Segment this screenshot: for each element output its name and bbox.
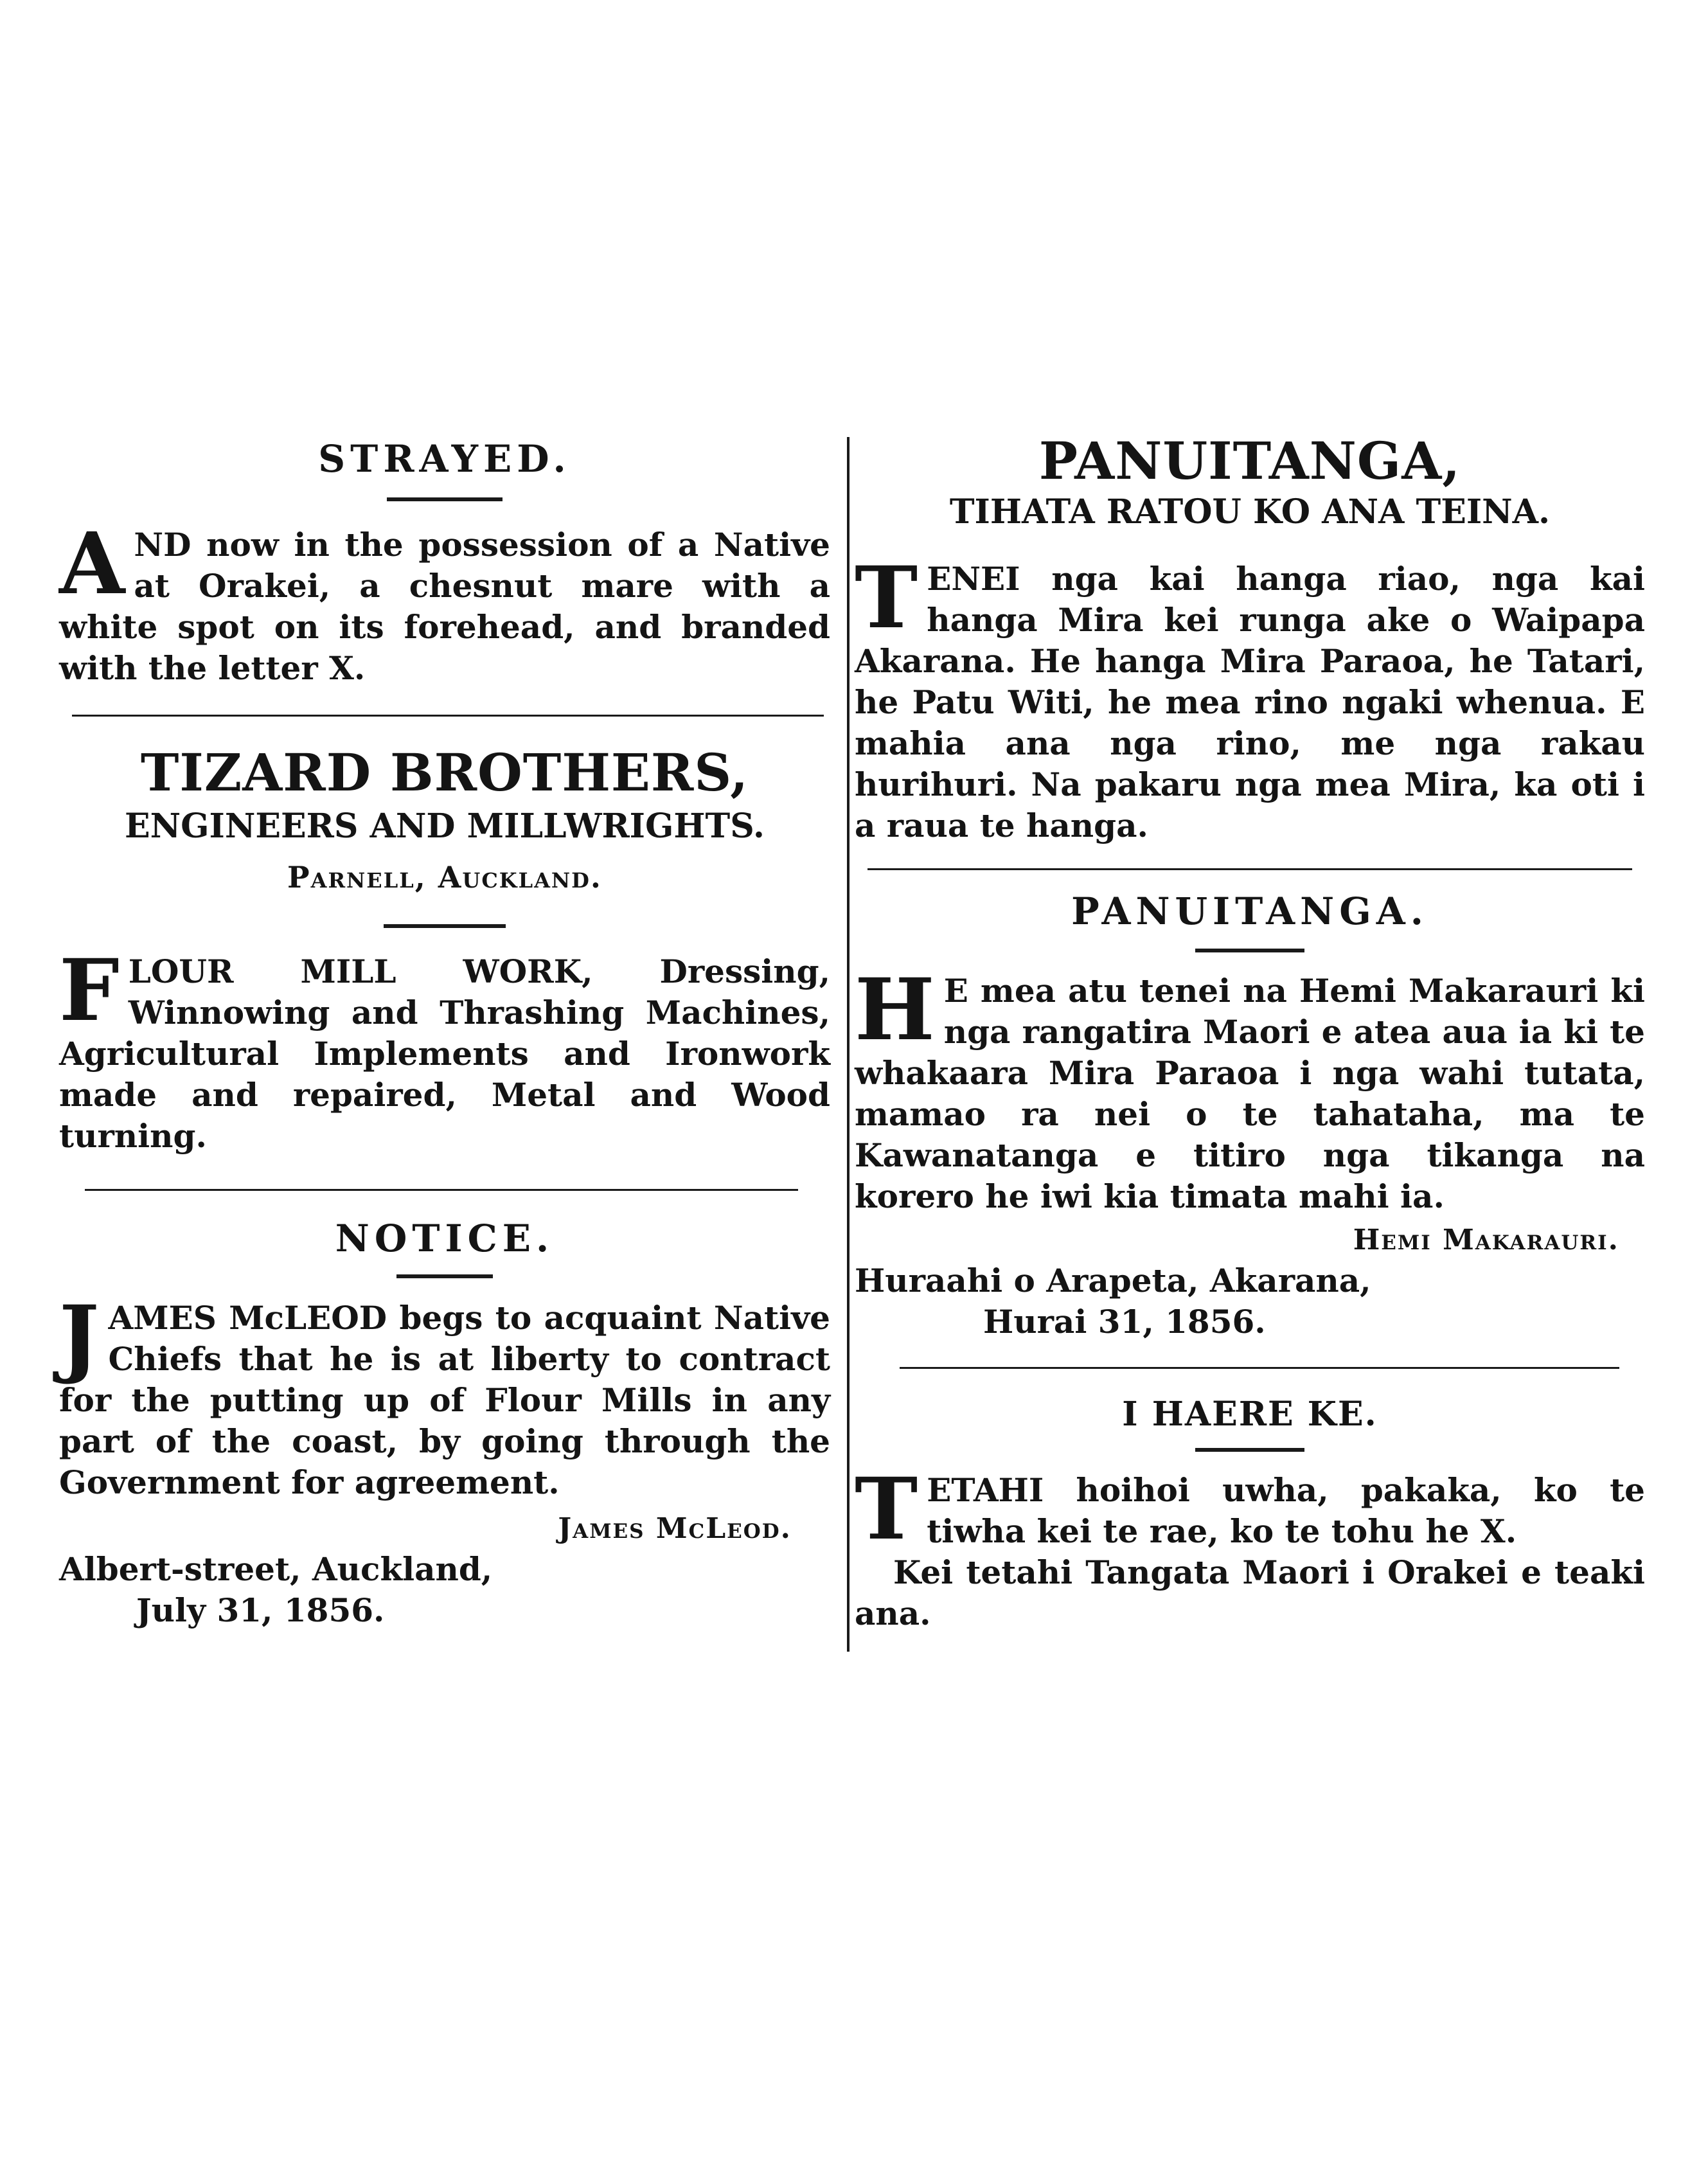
short-rule <box>384 924 506 928</box>
notice-signature: James McLeod. <box>558 1512 792 1545</box>
body-text: nga kai hanga riao, nga kai hanga Mira kei runga ake o Waipapa Akarana. He hanga Mira Paraoa, he Tatari, he Patu Witi, he mea rino ngaki whenua. E mahia ana nga rino, me nga rakau hurihuri. Na pakaru nga mea Mira, ka oti i a raua te hanga. <box>855 560 1645 844</box>
short-rule <box>396 1274 493 1278</box>
body-text: now in the possession of a Native at Orakei, a chesnut mare with a white spot on its forehead, and branded with the letter X. <box>59 526 830 687</box>
panuitanga2-heading: PANUITANGA. <box>1071 889 1428 933</box>
panuitanga2-date: Hurai 31, 1856. <box>983 1303 1266 1341</box>
panuitanga-subheading: TIHATA RATOU KO ANA TEINA. <box>949 492 1551 531</box>
notice-address: Albert-street, Auckland, <box>59 1550 493 1588</box>
panuitanga-makarauri <box>855 889 1645 1369</box>
dropcap: T <box>855 1459 918 1559</box>
right-column <box>855 424 1645 1634</box>
tizard-heading: TIZARD BROTHERS, <box>140 742 749 803</box>
panuitanga-tihata <box>855 431 1645 870</box>
tizard-advert <box>59 742 830 1191</box>
body-text: begs to acquaint Native Chiefs that he is at liberty to contract for the putting up of Flour Mills in any part of the coast, by going through the Government for agreement. <box>59 1299 830 1501</box>
notice-date: July 31, 1856. <box>136 1591 385 1629</box>
body-text: Dressing, Winnowing and Thrashing Machines, Agricultural Implements and Ironwork made and repaired, Metal and Wood turning. <box>59 952 830 1155</box>
lead-word: AMES McLEOD <box>108 1299 387 1337</box>
panuitanga2-body <box>855 960 1645 1217</box>
ihaere-heading: I HAERE KE. <box>1122 1395 1378 1434</box>
dropcap: H <box>855 960 935 1060</box>
lead-word: ENEI <box>927 560 1020 598</box>
lead-word: ETAHI <box>927 1471 1044 1509</box>
tizard-subheading: ENGINEERS AND MILLWRIGHTS. <box>124 807 765 846</box>
short-rule <box>1195 1448 1304 1452</box>
lead-word: ND <box>134 526 191 564</box>
dropcap: A <box>59 514 125 614</box>
panuitanga2-address: Huraahi o Arapeta, Akarana, <box>855 1262 1371 1299</box>
long-rule <box>85 1189 798 1191</box>
notice-heading: NOTICE. <box>335 1217 555 1260</box>
ihaere-body-2: Kei tetahi Tangata Maori i Orakei e teaki ana. <box>855 1553 1645 1632</box>
left-column <box>59 424 830 1631</box>
strayed-notice <box>59 437 830 717</box>
lead-word: E <box>943 972 968 1010</box>
body-text: hoihoi uwha, pakaka, ko te tiwha kei te rae, ko te tohu he X. <box>927 1471 1645 1550</box>
strayed-heading: STRAYED. <box>318 437 571 481</box>
dropcap: J <box>59 1287 100 1387</box>
short-rule <box>387 497 503 501</box>
panuitanga-heading: PANUITANGA, <box>1038 431 1461 491</box>
i-haere-ke-notice <box>855 1395 1645 1634</box>
strayed-body <box>59 514 830 689</box>
long-rule <box>72 715 824 717</box>
panuitanga-body <box>855 548 1645 846</box>
notice-advert <box>59 1217 830 1631</box>
long-rule <box>867 868 1632 870</box>
short-rule <box>1195 949 1304 952</box>
tizard-body <box>59 941 830 1157</box>
lead-word: LOUR MILL WORK, <box>128 952 593 990</box>
ihaere-body <box>855 1459 1645 1559</box>
long-rule <box>900 1367 1619 1369</box>
tizard-location: Parnell, Auckland. <box>287 860 602 895</box>
notice-body <box>59 1287 830 1503</box>
dropcap: F <box>59 941 120 1040</box>
dropcap: T <box>855 548 918 648</box>
body-text: mea atu tenei na Hemi Makarauri ki nga rangatira Maori e atea aua ia ki te whakaara Mira Paraoa i nga wahi tutata, mamao ra nei o te tahataha, ma te Kawanatanga e titiro nga tikanga na korero he iwi kia timata mahi ia. <box>855 972 1645 1215</box>
column-divider <box>847 437 850 1652</box>
panuitanga2-signature: Hemi Makarauri. <box>1353 1224 1619 1256</box>
